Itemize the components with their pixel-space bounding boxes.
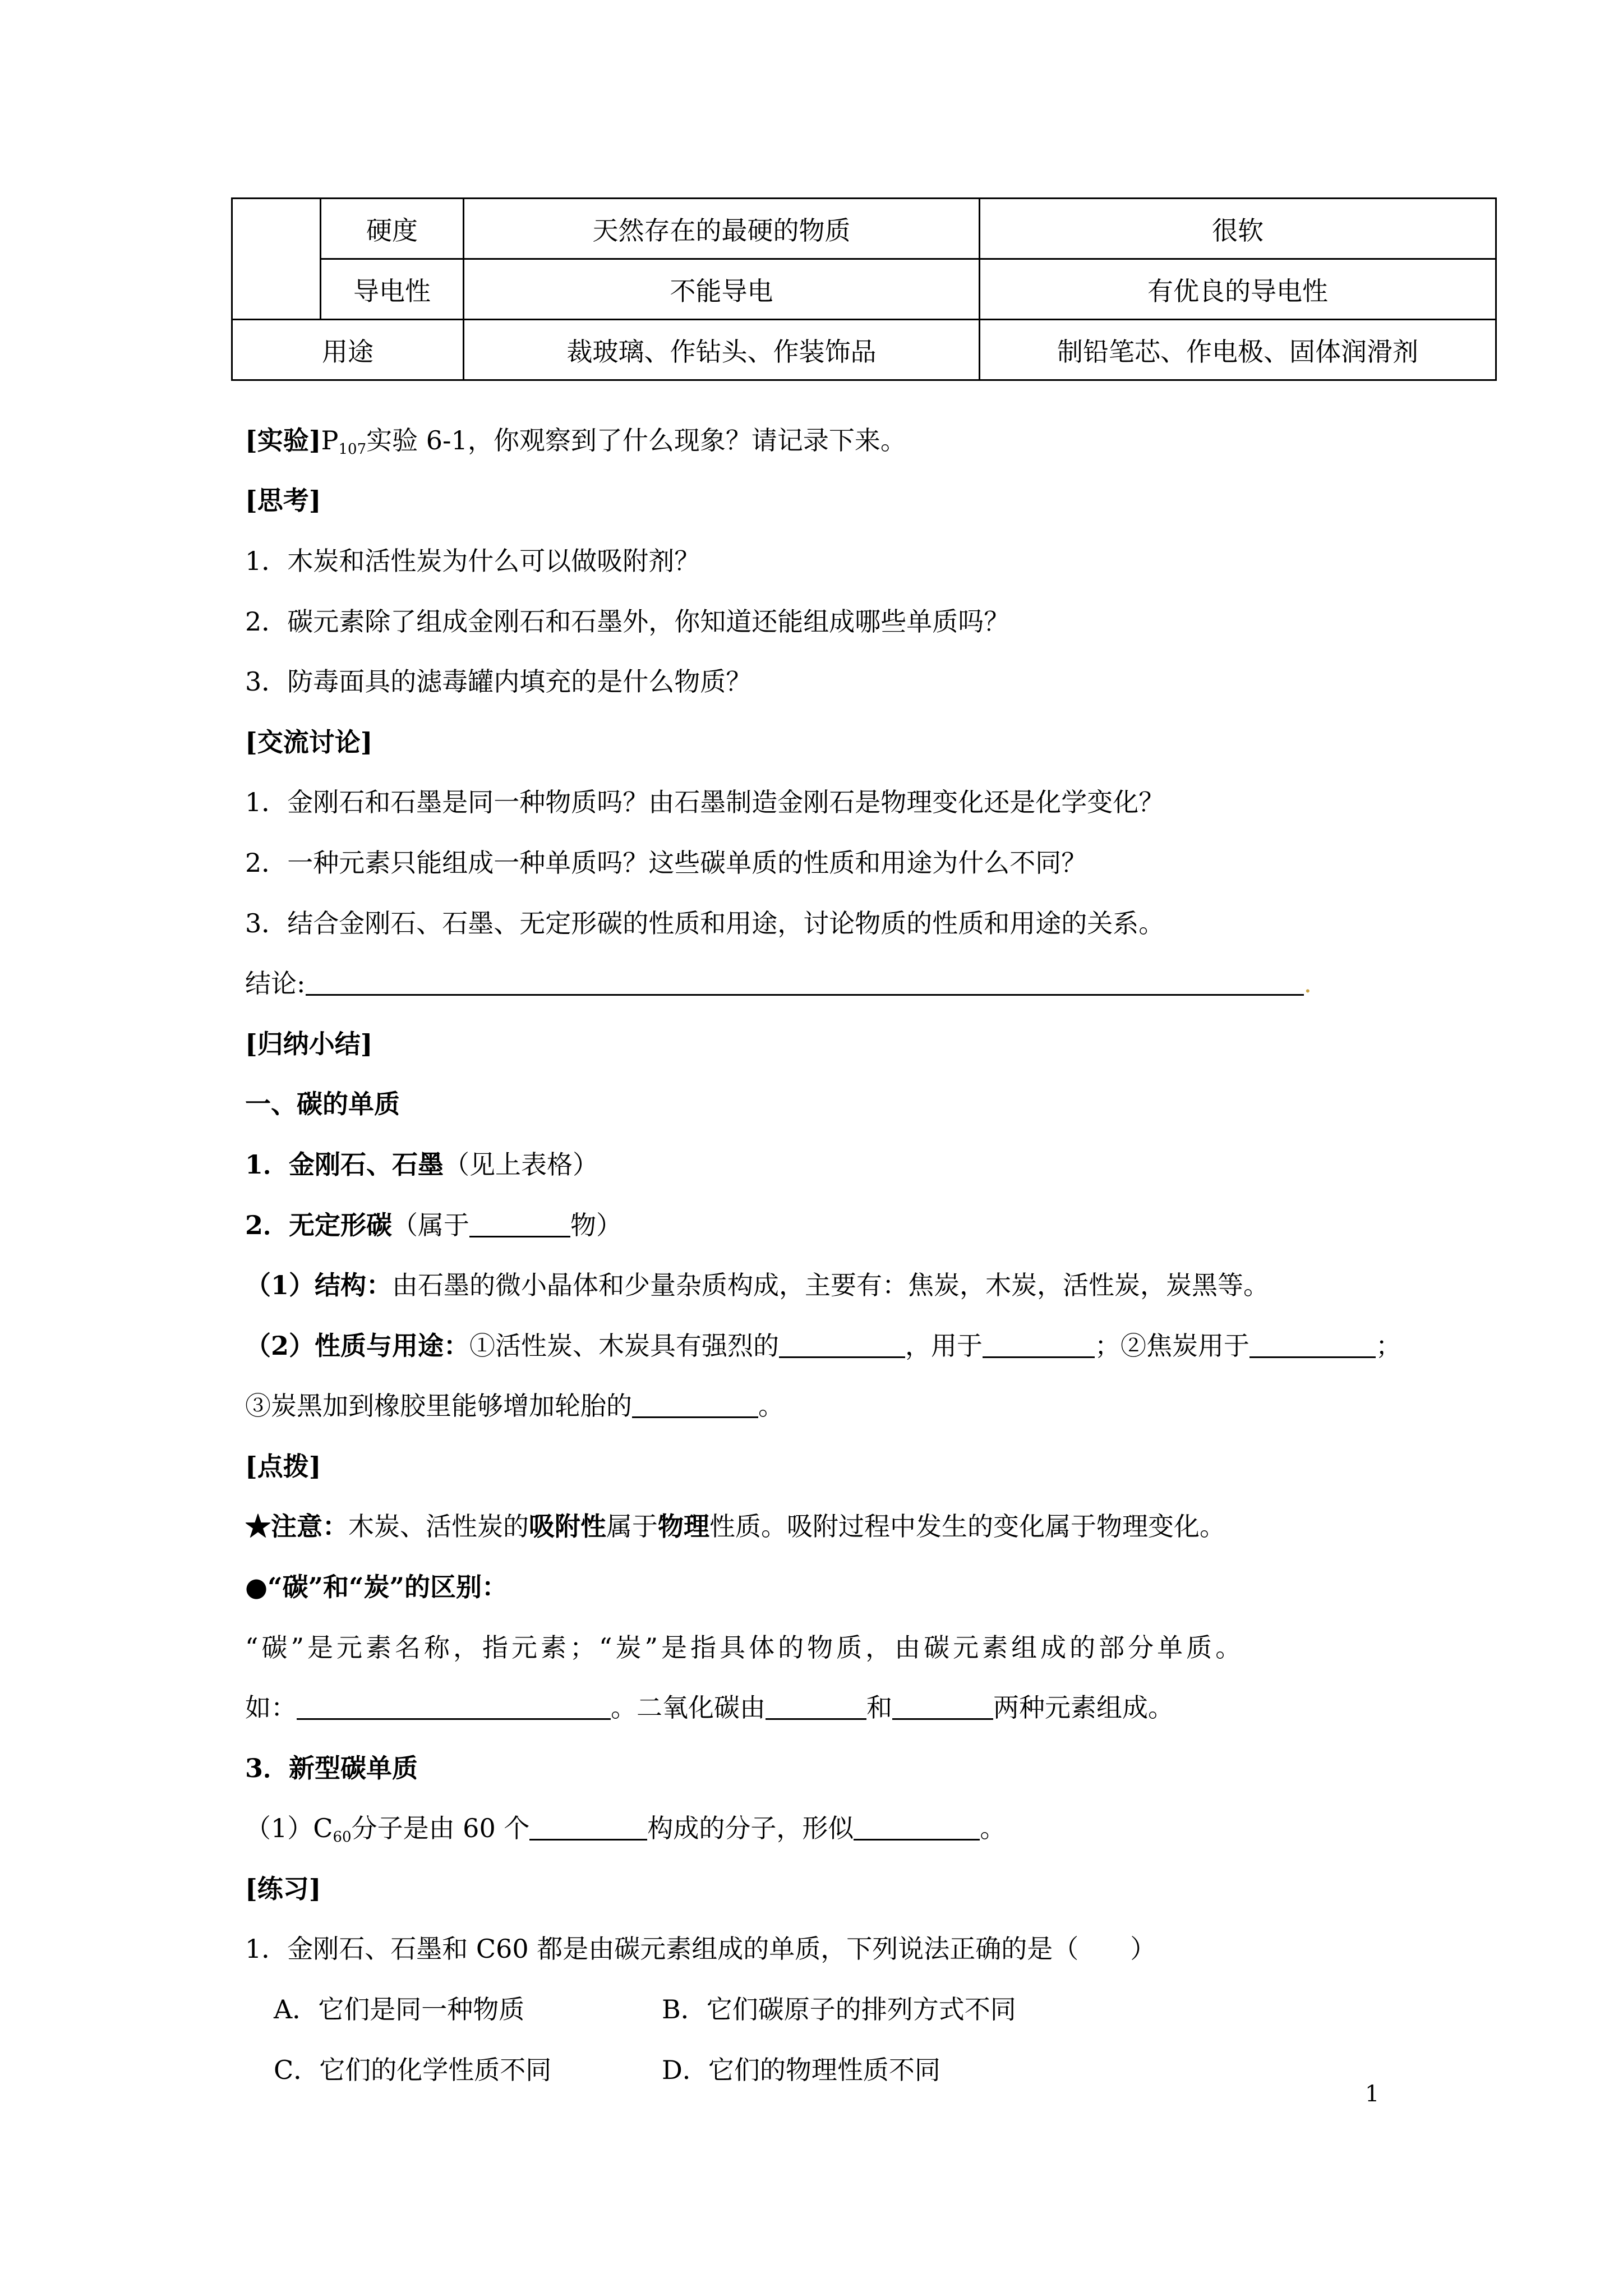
table-cell-diamond: 天然存在的最硬的物质 (464, 199, 980, 259)
conclusion-end: . (1303, 968, 1312, 999)
option-c[interactable]: C．它们的化学性质不同 (274, 2055, 552, 2085)
example-blank-1[interactable] (297, 1694, 611, 1720)
note-label: ★注意： (245, 1511, 348, 1542)
properties-blank-2[interactable] (983, 1332, 1095, 1358)
properties-c: ；②焦炭用于 (1095, 1331, 1250, 1361)
properties2-blank[interactable] (632, 1392, 758, 1418)
c60-blank-1[interactable] (529, 1814, 647, 1841)
summary-heading: [归纳小结] (245, 1029, 373, 1059)
c60-d: 。 (980, 1813, 1006, 1843)
table-cell-graphite: 很软 (980, 199, 1496, 259)
carbon-properties-table (231, 197, 1497, 381)
example-line (245, 1691, 1174, 1724)
think-item-3: 3．防毒面具的滤毒罐内填充的是什么物质？ (245, 666, 752, 697)
option-a[interactable]: A．它们是同一种物质 (274, 1994, 525, 2024)
item2-blank[interactable] (469, 1211, 570, 1237)
discuss-item-2: 2．一种元素只能组成一种单质吗？这些碳单质的性质和用途为什么不同？ (245, 848, 1087, 878)
think-heading: [思考] (245, 485, 321, 516)
think-item-1: 1．木炭和活性炭为什么可以做吸附剂？ (245, 546, 700, 576)
page-number: 1 (1365, 2081, 1380, 2107)
difference-title: ●“碳”和“炭”的区别： (245, 1572, 508, 1602)
structure-label: （1）结构： (245, 1270, 393, 1300)
think-item-2: 2．碳元素除了组成金刚石和石墨外，你知道还能组成哪些单质吗？ (245, 606, 1010, 637)
properties-blank-1[interactable] (779, 1332, 905, 1358)
example-a: 如： (245, 1692, 297, 1723)
properties-a: ①活性炭、木炭具有强烈的 (469, 1331, 780, 1361)
example-b: 。二氧化碳由 (611, 1692, 766, 1723)
experiment-page-sub: 107 (338, 441, 367, 458)
example-blank-2[interactable] (766, 1694, 866, 1720)
item2-b: 物） (570, 1210, 623, 1240)
example-blank-3[interactable] (892, 1694, 993, 1720)
properties-blank-3[interactable] (1249, 1332, 1376, 1358)
difference-text: “碳”是元素名称，指元素；“炭”是指具体的物质，由碳元素组成的部分单质。 (245, 1632, 1245, 1663)
table-cell-use-label: 用途 (232, 320, 464, 380)
c60-c: 构成的分子，形似 (647, 1813, 854, 1843)
table-row (232, 259, 1496, 320)
table-cell-graphite: 有优良的导电性 (980, 259, 1496, 320)
c60-b: 分子是由 60 个 (351, 1813, 530, 1843)
c60-sub: 60 (333, 1829, 352, 1846)
experiment-line (245, 424, 906, 466)
table-row (232, 199, 1496, 259)
section-carbon-elements: 一、碳的单质 (245, 1089, 400, 1119)
properties-label: （2）性质与用途： (245, 1331, 470, 1361)
note-b: 吸附性 (529, 1511, 606, 1542)
c60-a: （1）C (245, 1813, 333, 1843)
note-a: 木炭、活性炭的 (348, 1511, 529, 1542)
properties2-a: ③炭黑加到橡胶里能够增加轮胎的 (245, 1391, 632, 1421)
note-d: 物理 (658, 1511, 709, 1542)
discuss-heading: [交流讨论] (245, 727, 373, 757)
conclusion-line (245, 967, 1312, 1000)
item1-note: （见上表格） (444, 1149, 599, 1180)
practice-heading: [练习] (245, 1874, 321, 1904)
properties-b: ，用于 (905, 1331, 983, 1361)
tips-heading: [点拨] (245, 1451, 321, 1481)
example-d: 两种元素组成。 (993, 1692, 1174, 1723)
new-carbon-title: 3．新型碳单质 (245, 1753, 418, 1783)
structure-line (245, 1268, 1269, 1302)
item1-title: 1．金刚石、石墨 (245, 1149, 444, 1180)
properties-line-2 (245, 1389, 784, 1423)
table-cell-merged (232, 199, 321, 320)
properties-d: ； (1376, 1331, 1402, 1361)
c60-line (245, 1811, 1006, 1854)
structure-text: 由石墨的微小晶体和少量杂质构成，主要有：焦炭，木炭，活性炭，炭黑等。 (392, 1270, 1270, 1300)
question-1: 1．金刚石、石墨和 C60 都是由碳元素组成的单质，下列说法正确的是（ ） (245, 1934, 1156, 1964)
discuss-item-3: 3．结合金刚石、石墨、无定形碳的性质和用途，讨论物质的性质和用途的关系。 (245, 908, 1165, 938)
item2-title: 2．无定形碳 (245, 1210, 393, 1240)
item2-a: （属于 (392, 1210, 470, 1240)
table-cell-prop: 硬度 (321, 199, 464, 259)
table-cell-diamond-use: 裁玻璃、作钻头、作装饰品 (464, 320, 980, 380)
note-e: 性质。吸附过程中发生的变化属于物理变化。 (709, 1511, 1225, 1542)
experiment-tag: [实验] (245, 425, 321, 455)
experiment-page-ref: P (321, 425, 339, 455)
table-cell-graphite-use: 制铅笔芯、作电极、固体润滑剂 (980, 320, 1496, 380)
properties2-b: 。 (758, 1391, 784, 1421)
option-d[interactable]: D．它们的物理性质不同 (662, 2055, 940, 2085)
properties-line (245, 1329, 1401, 1363)
discuss-item-1: 1．金刚石和石墨是同一种物质吗？由石墨制造金刚石是物理变化还是化学变化？ (245, 787, 1165, 817)
option-b[interactable]: B．它们碳原子的排列方式不同 (662, 1994, 1016, 2024)
note-c: 属于 (606, 1511, 658, 1542)
summary-item-2 (245, 1208, 622, 1242)
table-cell-prop: 导电性 (321, 259, 464, 320)
table-cell-diamond: 不能导电 (464, 259, 980, 320)
experiment-text: 实验 6-1，你观察到了什么现象？请记录下来。 (366, 425, 906, 455)
conclusion-blank[interactable] (306, 969, 1304, 996)
note-line (245, 1510, 1225, 1543)
c60-blank-2[interactable] (854, 1814, 980, 1841)
summary-item-1 (245, 1148, 598, 1181)
table-row (232, 320, 1496, 380)
conclusion-label: 结论: (245, 968, 306, 999)
example-c: 和 (866, 1692, 892, 1723)
